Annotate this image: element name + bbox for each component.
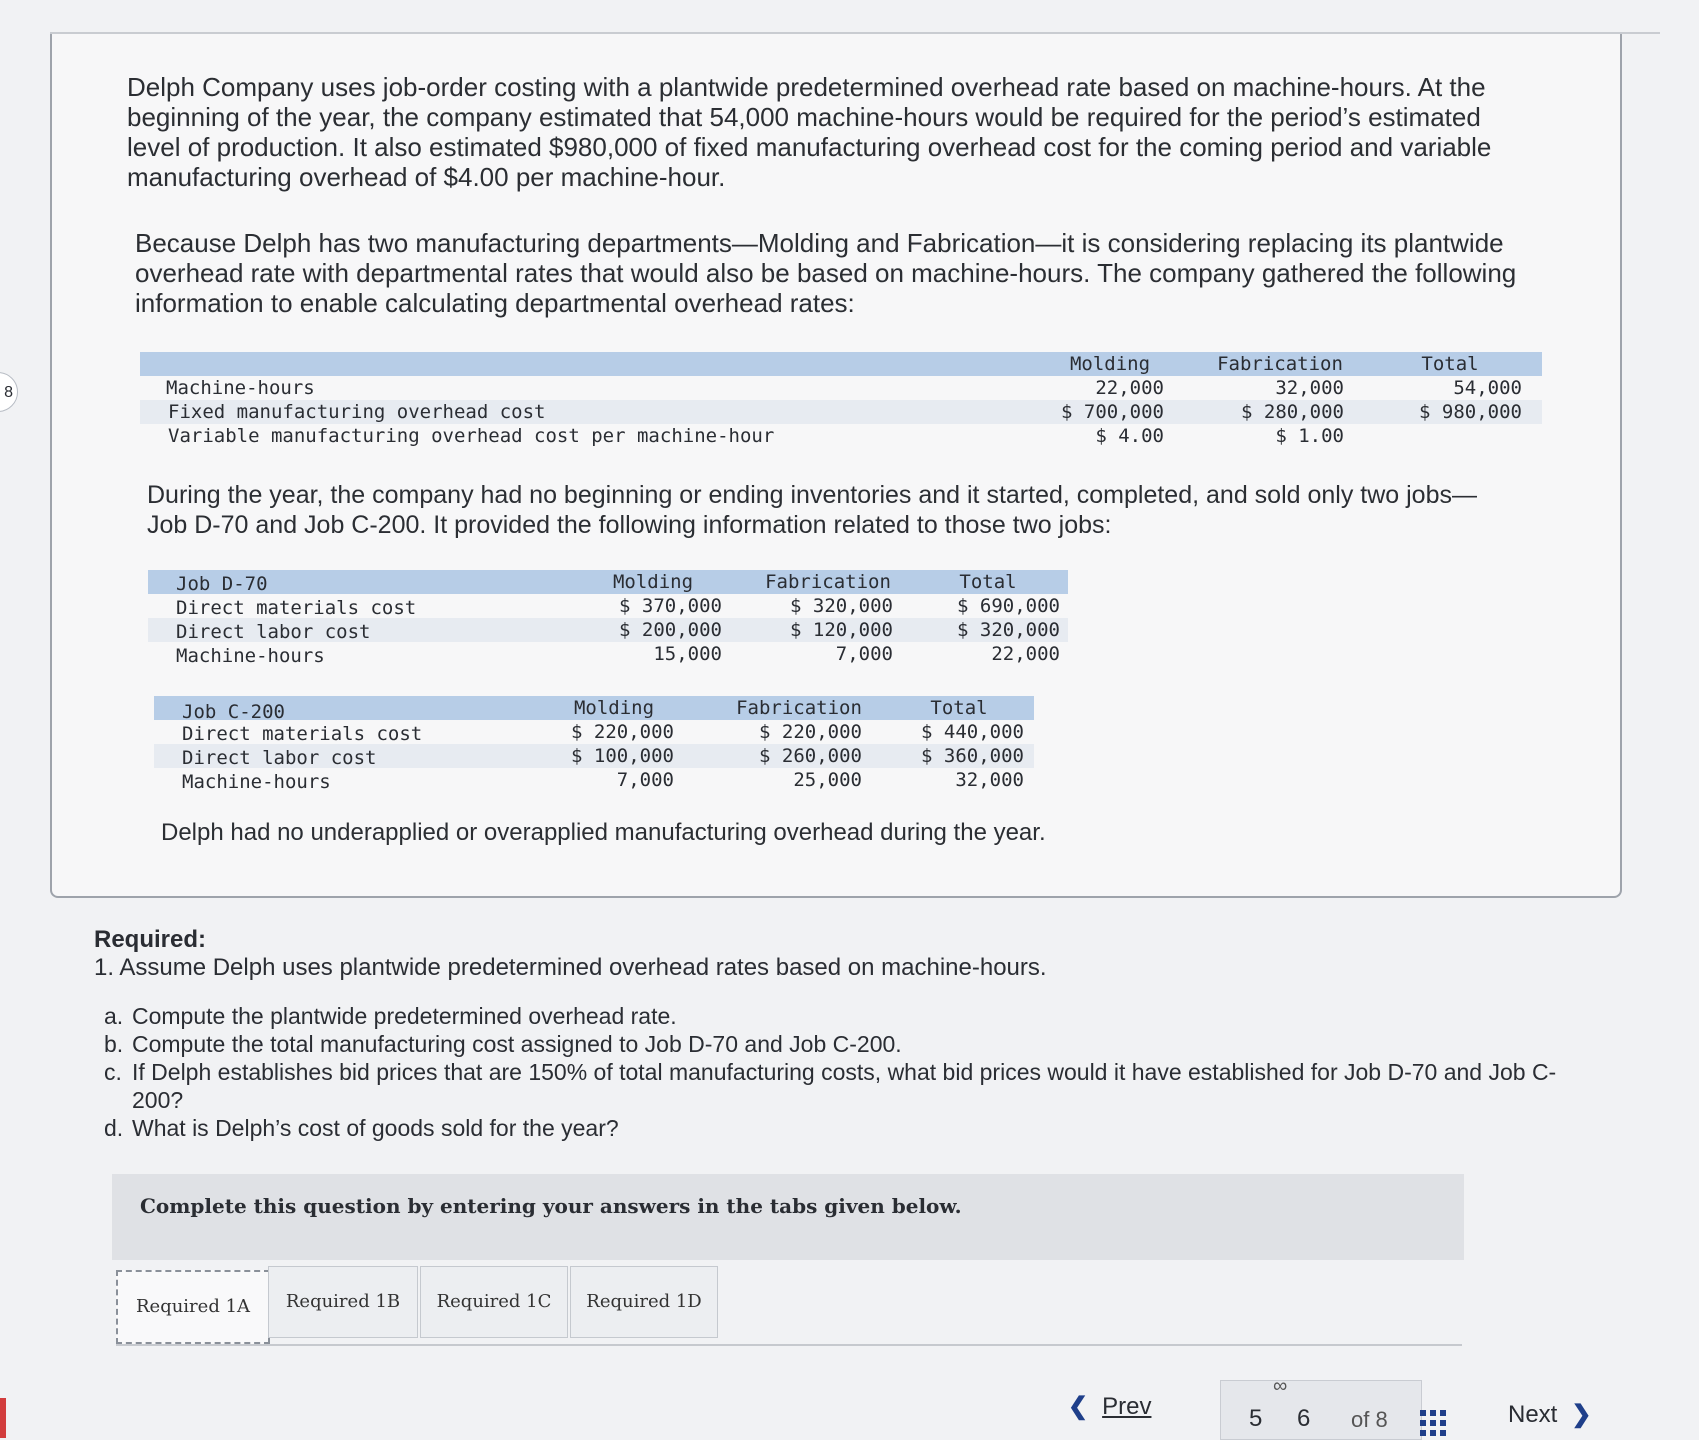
card-top-border (50, 32, 1660, 34)
cell-value: 32,000 (955, 769, 1024, 791)
item-marker: c. (104, 1059, 122, 1085)
row-label: Direct labor cost (182, 747, 377, 769)
intro-line: During the year, the company had no beginning or ending inventories and it started, completed, and sold only two jobs— (147, 481, 1477, 509)
required-items (104, 1002, 1584, 1142)
job-title: Job D-70 (176, 573, 268, 595)
tab-divider (116, 1344, 1462, 1346)
intro-paragraph-4: Delph had no underapplied or overapplied manufacturing overhead during the year. (161, 819, 1046, 846)
cell-value: $ 370,000 (619, 595, 722, 617)
intro-line: beginning of the year, the company estimated that 54,000 machine-hours would be required for the period’s estimated (127, 102, 1481, 132)
column-header-fabrication: Fabrication (1217, 353, 1343, 375)
item-text: Compute the total manufacturing cost assigned to Job D-70 and Job C-200. (132, 1031, 902, 1057)
cell-value: $ 980,000 (1419, 401, 1522, 423)
prev-label: Prev (1102, 1393, 1152, 1420)
list-item (104, 1002, 1584, 1030)
chevron-left-icon: ❮ (1068, 1393, 1089, 1420)
item-text: If Delph establishes bid prices that are 150% of total manufacturing costs, what bid prices would it have established for Job D-70 and Job C-200? (132, 1059, 1557, 1113)
prev-button[interactable] (1068, 1392, 1151, 1421)
cell-value: 54,000 (1453, 377, 1522, 399)
cell-value: $ 1.00 (1275, 425, 1344, 447)
row-label: Machine-hours (182, 771, 331, 793)
cell-value: $ 280,000 (1241, 401, 1344, 423)
link-icon: ∞ (1273, 1375, 1288, 1397)
next-label: Next (1508, 1401, 1558, 1428)
instruction-panel (112, 1174, 1464, 1260)
row-label: Direct materials cost (176, 597, 417, 619)
required-line-1: 1. Assume Delph uses plantwide predetermined overhead rates based on machine-hours. (94, 954, 1047, 981)
next-button[interactable] (1508, 1400, 1591, 1429)
cell-value: $ 260,000 (759, 745, 862, 767)
intro-line: Job D-70 and Job C-200. It provided the following information related to those two jobs: (147, 511, 1112, 539)
required-heading: Required: (94, 926, 207, 953)
list-item (104, 1114, 1584, 1142)
chevron-right-icon: ❯ (1571, 1401, 1592, 1428)
job-d70-table (148, 570, 1068, 666)
department-table (140, 352, 1542, 452)
intro-line: level of production. It also estimated $980,000 of fixed manufacturing overhead cost for the coming period and variable (127, 132, 1492, 162)
tab-required-1d[interactable]: Required 1D (570, 1266, 718, 1338)
row-label: Variable manufacturing overhead cost per machine-hour (168, 425, 775, 447)
row-label: Direct materials cost (182, 723, 423, 745)
page-number[interactable]: 5 (1249, 1405, 1263, 1432)
cell-value: 32,000 (1275, 377, 1344, 399)
job-c200-table (154, 696, 1034, 792)
item-marker: b. (104, 1031, 124, 1057)
item-marker: d. (104, 1115, 124, 1141)
row-label: Machine-hours (176, 645, 325, 667)
item-text: What is Delph’s cost of goods sold for the year? (132, 1115, 619, 1141)
instruction-text: Complete this question by entering your answers in the tabs given below. (140, 1194, 962, 1218)
list-item (104, 1030, 1584, 1058)
cell-value: $ 100,000 (571, 745, 674, 767)
column-header-total: Total (959, 571, 1017, 593)
intro-paragraph-3 (147, 480, 1477, 540)
question-number-badge[interactable]: 8 (0, 372, 18, 412)
item-marker: a. (104, 1003, 124, 1029)
cell-value: $ 220,000 (759, 721, 862, 743)
cell-value: $ 200,000 (619, 619, 722, 641)
cell-value: $ 320,000 (957, 619, 1060, 641)
left-edge-mark (0, 1398, 6, 1438)
tab-required-1c[interactable]: Required 1C (420, 1266, 568, 1338)
column-header-fabrication: Fabrication (736, 697, 862, 719)
column-header-molding: Molding (573, 697, 655, 719)
cell-value: 15,000 (653, 643, 722, 665)
intro-paragraph-2 (135, 228, 1516, 318)
row-label: Direct labor cost (176, 621, 371, 643)
job-title: Job C-200 (182, 701, 285, 723)
cell-value: $ 360,000 (921, 745, 1024, 767)
column-header-total: Total (930, 697, 988, 719)
cell-value: $ 700,000 (1061, 401, 1164, 423)
pagination (1220, 1375, 1422, 1440)
intro-line: Delph Company uses job-order costing with a plantwide predetermined overhead rate based on machine-hours. At the (127, 72, 1486, 102)
cell-value: $ 120,000 (790, 619, 893, 641)
cell-value: 22,000 (1095, 377, 1164, 399)
cell-value: 25,000 (793, 769, 862, 791)
page-number[interactable]: 6 (1297, 1405, 1311, 1432)
column-header-total: Total (1421, 353, 1479, 375)
cell-value: $ 320,000 (790, 595, 893, 617)
tab-required-1a[interactable]: Required 1A (116, 1270, 270, 1344)
intro-line: Because Delph has two manufacturing departments—Molding and Fabrication—it is considering replacing its plantwide (135, 228, 1504, 258)
intro-line: manufacturing overhead of $4.00 per machine-hour. (127, 162, 726, 192)
cell-value: $ 440,000 (921, 721, 1024, 743)
cell-value: 22,000 (991, 643, 1060, 665)
tab-required-1b[interactable]: Required 1B (268, 1266, 418, 1338)
intro-paragraph-1 (127, 72, 1491, 192)
grid-icon[interactable] (1420, 1410, 1450, 1436)
row-label: Fixed manufacturing overhead cost (168, 401, 546, 423)
list-item (104, 1058, 1584, 1114)
cell-value: $ 690,000 (957, 595, 1060, 617)
cell-value: 7,000 (616, 769, 674, 791)
column-header-molding: Molding (612, 571, 694, 593)
column-header-fabrication: Fabrication (765, 571, 891, 593)
cell-value: 7,000 (835, 643, 893, 665)
item-text: Compute the plantwide predetermined overhead rate. (132, 1003, 677, 1029)
cell-value: $ 220,000 (571, 721, 674, 743)
intro-line: information to enable calculating departmental overhead rates: (135, 288, 855, 318)
intro-line: overhead rate with departmental rates that would also be based on machine-hours. The company gathered the following (135, 258, 1517, 288)
cell-value: $ 4.00 (1095, 425, 1164, 447)
column-header-molding: Molding (1069, 353, 1151, 375)
required-section (94, 926, 1047, 982)
page-total: of 8 (1351, 1407, 1388, 1432)
row-label: Machine-hours (166, 377, 315, 399)
